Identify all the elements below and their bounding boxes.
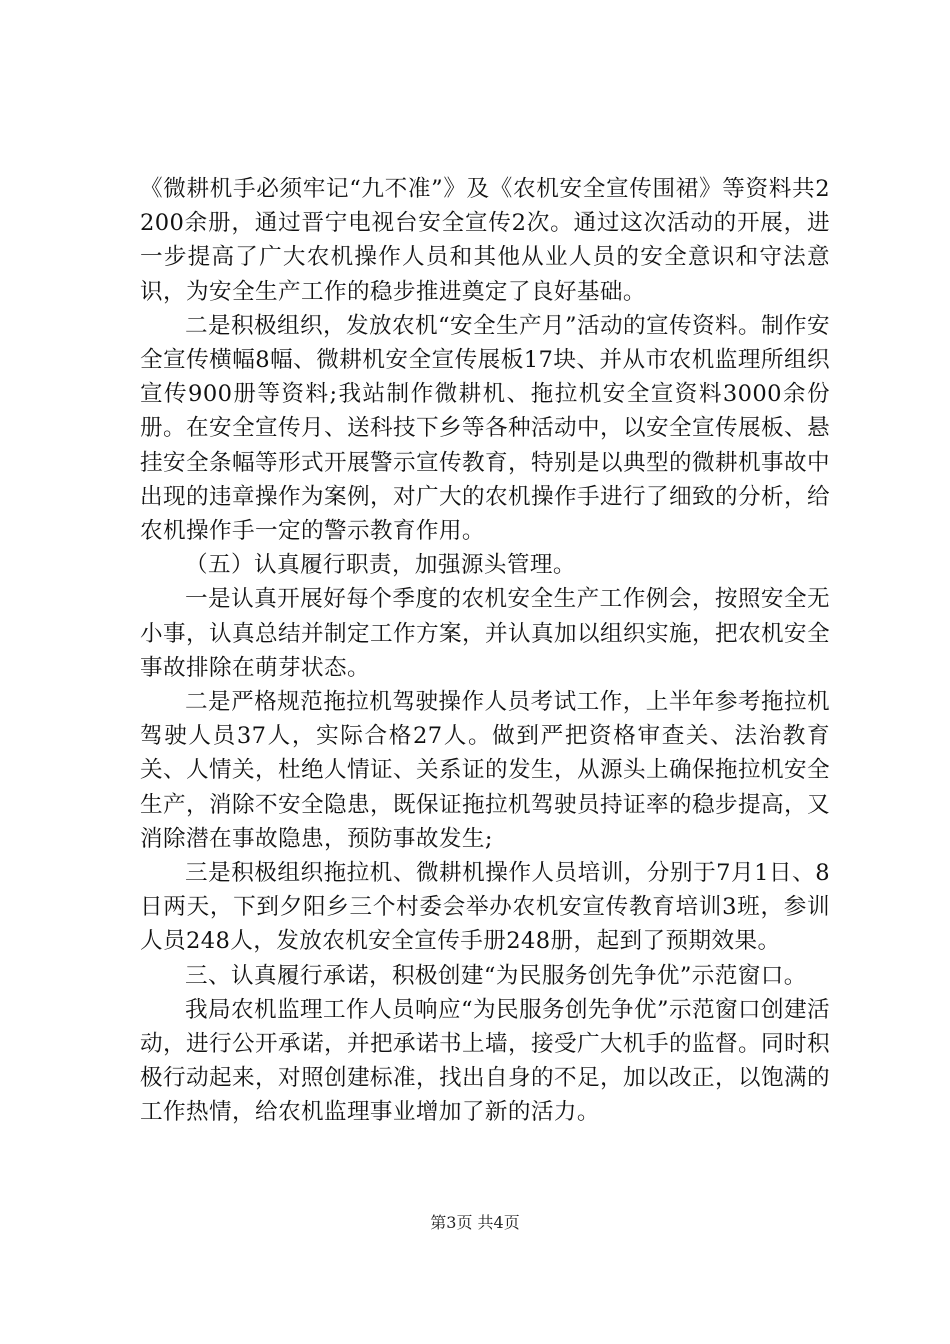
document-body [140,172,830,1130]
page-footer: 第3页 共4页 [430,1213,520,1232]
paragraph: 三是积极组织拖拉机、微耕机操作人员培训，分别于7月1日、8日两天，下到夕阳乡三个村委会举办农机安宣传教育培训3班，参训人员248人，发放农机安全宣传手册248册，起到了预期效果。 [140,860,830,955]
paragraph: 一是认真开展好每个季度的农机安全生产工作例会，按照安全无小事，认真总结并制定工作方案，并认真加以组织实施，把农机安全事故排除在萌芽状态。 [140,586,830,681]
paragraph: 二是严格规范拖拉机驾驶操作人员考试工作，上半年参考拖拉机驾驶人员37人，实际合格27人。做到严把资格审查关、法治教育关、人情关，杜绝人情证、关系证的发生，从源头上确保拖拉机安全生产，消除不安全隐患，既保证拖拉机驾驶员持证率的稳步提高，又消除潜在事故隐患，预防事故发生; [140,689,830,852]
paragraph: 我局农机监理工作人员响应“为民服务创先争优”示范窗口创建活动，进行公开承诺，并把承诺书上墙，接受广大机手的监督。同时积极行动起来，对照创建标准，找出自身的不足，加以改正，以饱满的工作热情，给农机监理事业增加了新的活力。 [140,996,830,1126]
paragraph: 二是积极组织，发放农机“安全生产月”活动的宣传资料。制作安全宣传横幅8幅、微耕机安全宣传展板17块、并从市农机监理所组织宣传900册等资料;我站制作微耕机、拖拉机安全宣资料3000余份册。在安全宣传月、送科技下乡等各种活动中，以安全宣传展板、悬挂安全条幅等形式开展警示宣传教育，特别是以典型的微耕机事故中出现的违章操作为案例，对广大的农机操作手进行了细致的分析，给农机操作手一定的警示教育作用。 [140,312,830,545]
section-heading: （五）认真履行职责，加强源头管理。 [185,552,576,579]
paragraph: 《微耕机手必须牢记“九不准”》及《农机安全宣传围裙》等资料共2200余册，通过晋宁电视台安全宣传2次。通过这次活动的开展，进一步提高了广大农机操作人员和其他从业人员的安全意识和守法意识，为安全生产工作的稳步推进奠定了良好基础。 [140,176,830,305]
section-heading: 三、认真履行承诺，积极创建“为民服务创先争优”示范窗口。 [185,962,807,989]
